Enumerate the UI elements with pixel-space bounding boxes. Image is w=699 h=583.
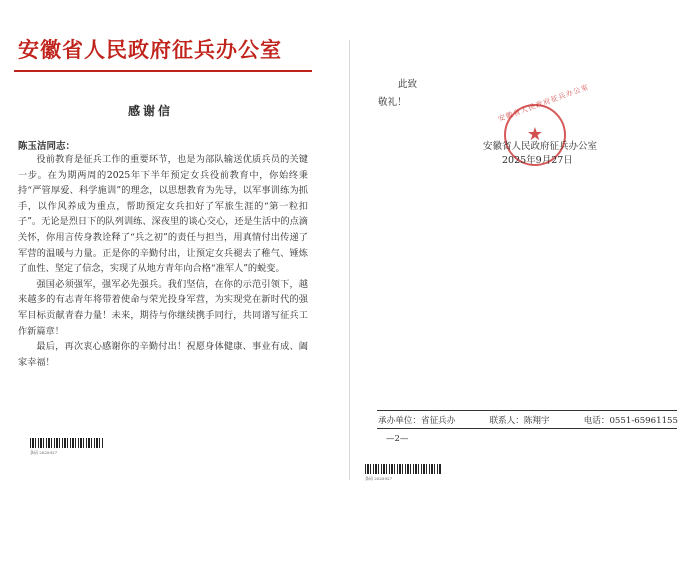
page-number: —2— — [386, 434, 409, 444]
footer-info — [378, 414, 678, 426]
star-icon: ★ — [526, 124, 544, 145]
footer-top-rule — [377, 410, 677, 411]
footer-bottom-rule — [377, 428, 677, 429]
footer-sponsor: 承办单位：省征兵办 — [378, 416, 456, 426]
footer-phone: 电话：0551-65961155 — [583, 416, 678, 426]
barcode-left — [30, 438, 104, 448]
letter-body — [18, 152, 308, 370]
closing-line-1: 此致 — [398, 79, 418, 90]
letter-heading: 感谢信 — [128, 104, 174, 118]
barcode-right-caption: 条码 2025927 — [365, 476, 393, 481]
title-red-rule — [14, 70, 312, 72]
signature-org: 安徽省人民政府征兵办公室 — [483, 141, 598, 152]
salutation: 陈玉洁同志： — [18, 141, 76, 152]
barcode-left-caption: 条码 2025927 — [30, 450, 58, 455]
footer-contact: 联系人：陈翔宇 — [489, 416, 550, 426]
seal-ring-text: 安徽省人民政府征兵办公室 — [497, 82, 591, 124]
closing-line-2: 敬礼！ — [378, 97, 407, 108]
barcode-right — [365, 464, 441, 474]
body-paragraph-1: 役前教育是征兵工作的重要环节，也是为部队输送优质兵员的关键一步。在为期两周的2025年下半年预定女兵役前教育中，你始终秉持“严管厚爱、科学施训”的理念，以思想教育为先导，以军事训练为抓手，以作风养成为重点，帮助预定女兵扣好了军旅生涯的“第一粒扣子”。无论是烈日下的队列训练、深夜里的谈心交心，还是生活中的点滴关怀，你用言传身教诠释了“兵之初”的责任与担当，用真情付出传递了军营的温暖与力量。正是你的辛勤付出，让预定女兵褪去了稚气、锤炼了血性、坚定了信念，实现了从地方青年向合格“准军人”的蜕变。 — [18, 154, 308, 275]
signature-date: 2025年9月27日 — [502, 155, 573, 166]
org-title: 安徽省人民政府征兵办公室 — [18, 38, 282, 62]
body-paragraph-3: 最后，再次衷心感谢你的辛勤付出！祝愿身体健康、事业有成、阖家幸福！ — [18, 341, 308, 368]
page-divider — [349, 40, 350, 480]
body-paragraph-2: 强国必须强军，强军必先强兵。我们坚信，在你的示范引领下，越来越多的有志青年将带着使命与荣光投身军营，为实现党在新时代的强军目标贡献青春力量！未来，期待与你继续携手同行，共同谱写征兵工作新篇章！ — [18, 278, 308, 337]
